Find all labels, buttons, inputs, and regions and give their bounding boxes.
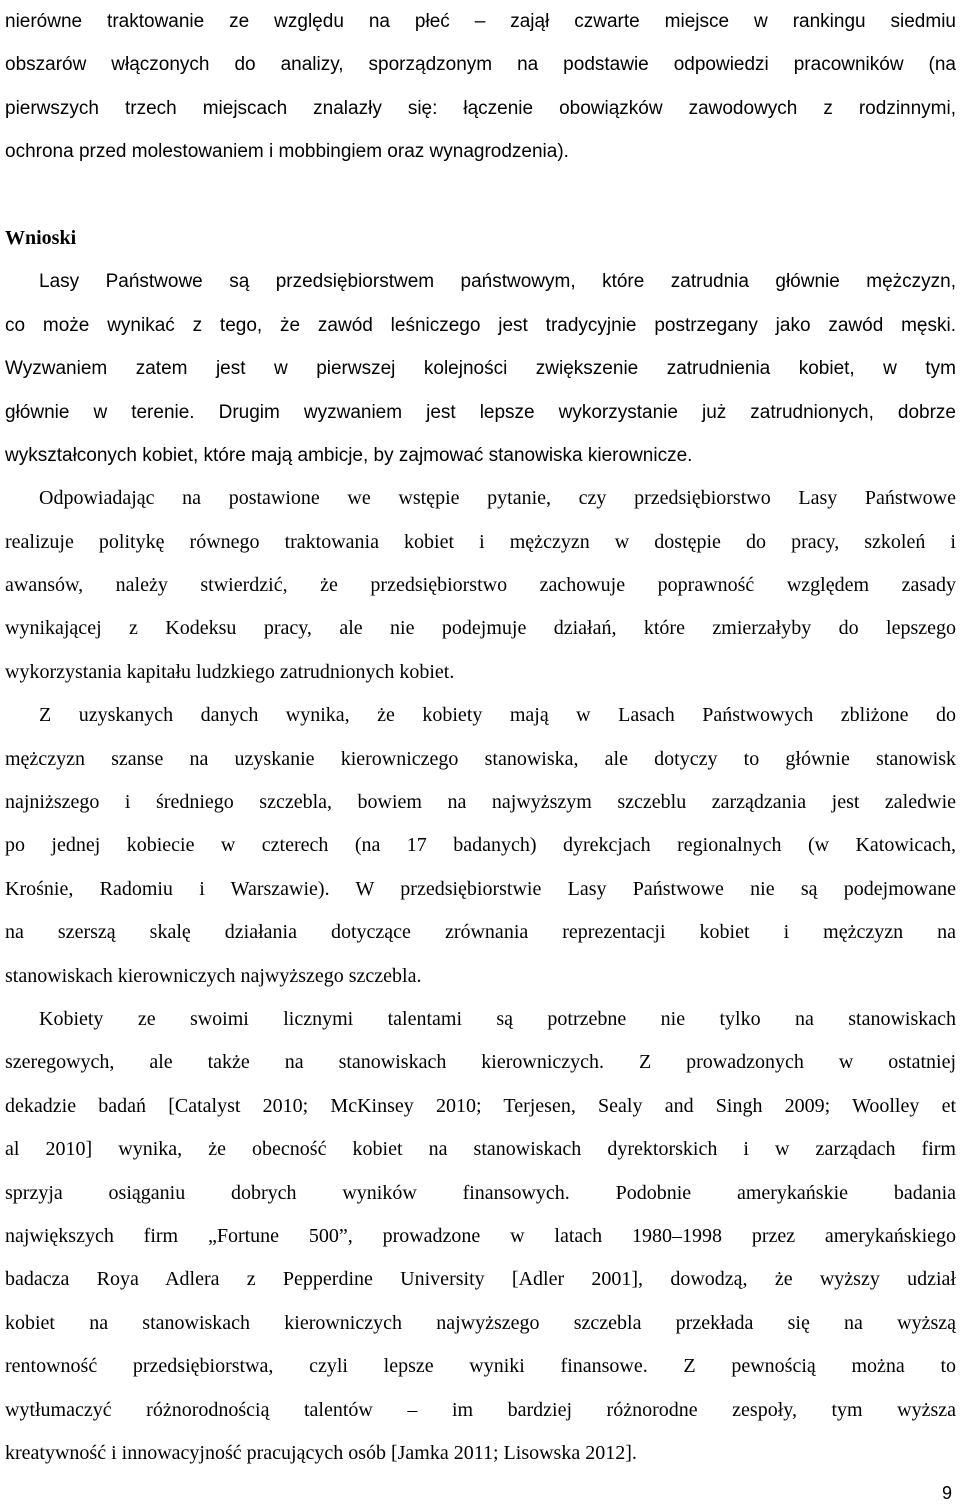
text-line: szeregowych, ale także na stanowiskach kierowniczych. Z prowadzonych w ostatniej <box>5 1051 956 1074</box>
text-line: głównie w terenie. Drugim wyzwaniem jest lepsze wykorzystanie już zatrudnionych, dobrze <box>5 401 956 423</box>
text-line: kobiet na stanowiskach kierowniczych najwyższego szczebla przekłada się na wyższą <box>5 1311 956 1334</box>
paragraph-intro <box>5 0 956 174</box>
text-line: Wyzwaniem zatem jest w pierwszej kolejności zwiększenie zatrudnienia kobiet, w tym <box>5 358 956 380</box>
text-line: wynikającej z Kodeksu pracy, ale nie podejmuje działań, które zmierzałyby do lepszego <box>5 617 956 640</box>
text-line: wykorzystania kapitału ludzkiego zatrudnionych kobiet. <box>5 660 455 683</box>
text-line: na szerszą skalę działania dotyczące zrównania reprezentacji kobiet i mężczyzn na <box>5 921 956 944</box>
text-line: Lasy Państwowe są przedsiębiorstwem państwowym, które zatrudnia głównie mężczyzn, <box>39 271 956 293</box>
text-line: najniższego i średniego szczebla, bowiem na najwyższym szczeblu zarządzania jest zaledwie <box>5 791 956 814</box>
text-line: wytłumaczyć różnorodnością talentów – im bardziej różnorodne zespoły, tym wyższa <box>5 1398 956 1421</box>
paragraph-4 <box>5 998 956 1475</box>
text-line: obszarów włączonych do analizy, sporządzonym na podstawie odpowiedzi pracowników (na <box>5 54 956 76</box>
text-line: realizuje politykę równego traktowania kobiet i mężczyzn w dostępie do pracy, szkoleń i <box>5 530 956 553</box>
paragraph-2 <box>5 477 956 694</box>
text-line: awansów, należy stwierdzić, że przedsiębiorstwo zachowuje poprawność względem zasady <box>5 574 956 597</box>
text-line: co może wynikać z tego, że zawód leśniczego jest tradycyjnie postrzegany jako zawód męski. <box>5 314 956 336</box>
text-line: Krośnie, Radomiu i Warszawie). W przedsiębiorstwie Lasy Państwowe nie są podejmowane <box>5 877 956 900</box>
text-line: al 2010] wynika, że obecność kobiet na stanowiskach dyrektorskich i w zarządach firm <box>5 1138 956 1161</box>
text-line: stanowiskach kierowniczych najwyższego szczebla. <box>5 964 422 987</box>
page-number: 9 <box>941 1483 952 1503</box>
text-line: mężczyzn szanse na uzyskanie kierowniczego stanowiska, ale dotyczy to głównie stanowisk <box>5 747 956 770</box>
text-line: pierwszych trzech miejscach znalazły się: łączenie obowiązków zawodowych z rodzinnymi, <box>5 97 956 119</box>
document-body <box>5 0 956 1475</box>
text-line: wykształconych kobiet, które mają ambicje, by zajmować stanowiska kierownicze. <box>5 444 693 466</box>
spacer <box>5 174 956 217</box>
text-line: nierówne traktowanie ze względu na płeć – zajął czwarte miejsce w rankingu siedmiu <box>5 11 956 32</box>
text-line: Z uzyskanych danych wynika, że kobiety mają w Lasach Państwowych zbliżone do <box>39 704 956 727</box>
text-line: największych firm „Fortune 500”, prowadzone w latach 1980–1998 przez amerykańskiego <box>5 1224 956 1247</box>
text-line: sprzyja osiąganiu dobrych wyników finansowych. Podobnie amerykańskie badania <box>5 1181 956 1204</box>
text-line: Odpowiadając na postawione we wstępie pytanie, czy przedsiębiorstwo Lasy Państwowe <box>39 487 956 510</box>
text-line: rentowność przedsiębiorstwa, czyli lepsze wyniki finansowe. Z pewnością można to <box>5 1355 956 1378</box>
text-line: dekadzie badań [Catalyst 2010; McKinsey 2010; Terjesen, Sealy and Singh 2009; Woolley et <box>5 1094 956 1117</box>
text-line: kreatywność i innowacyjność pracujących osób [Jamka 2011; Lisowska 2012]. <box>5 1441 637 1464</box>
text-line: ochrona przed molestowaniem i mobbingiem oraz wynagrodzenia). <box>5 141 569 163</box>
text-line: badacza Roya Adlera z Pepperdine University [Adler 2001], dowodzą, że wyższy udział <box>5 1268 956 1291</box>
paragraph-1 <box>5 260 956 477</box>
text-line: po jednej kobiecie w czterech (na 17 badanych) dyrekcjach regionalnych (w Katowicach, <box>5 834 956 857</box>
text-line: Kobiety ze swoimi licznymi talentami są potrzebne nie tylko na stanowiskach <box>39 1007 956 1030</box>
paragraph-3 <box>5 694 956 998</box>
section-heading: Wnioski <box>5 226 77 249</box>
